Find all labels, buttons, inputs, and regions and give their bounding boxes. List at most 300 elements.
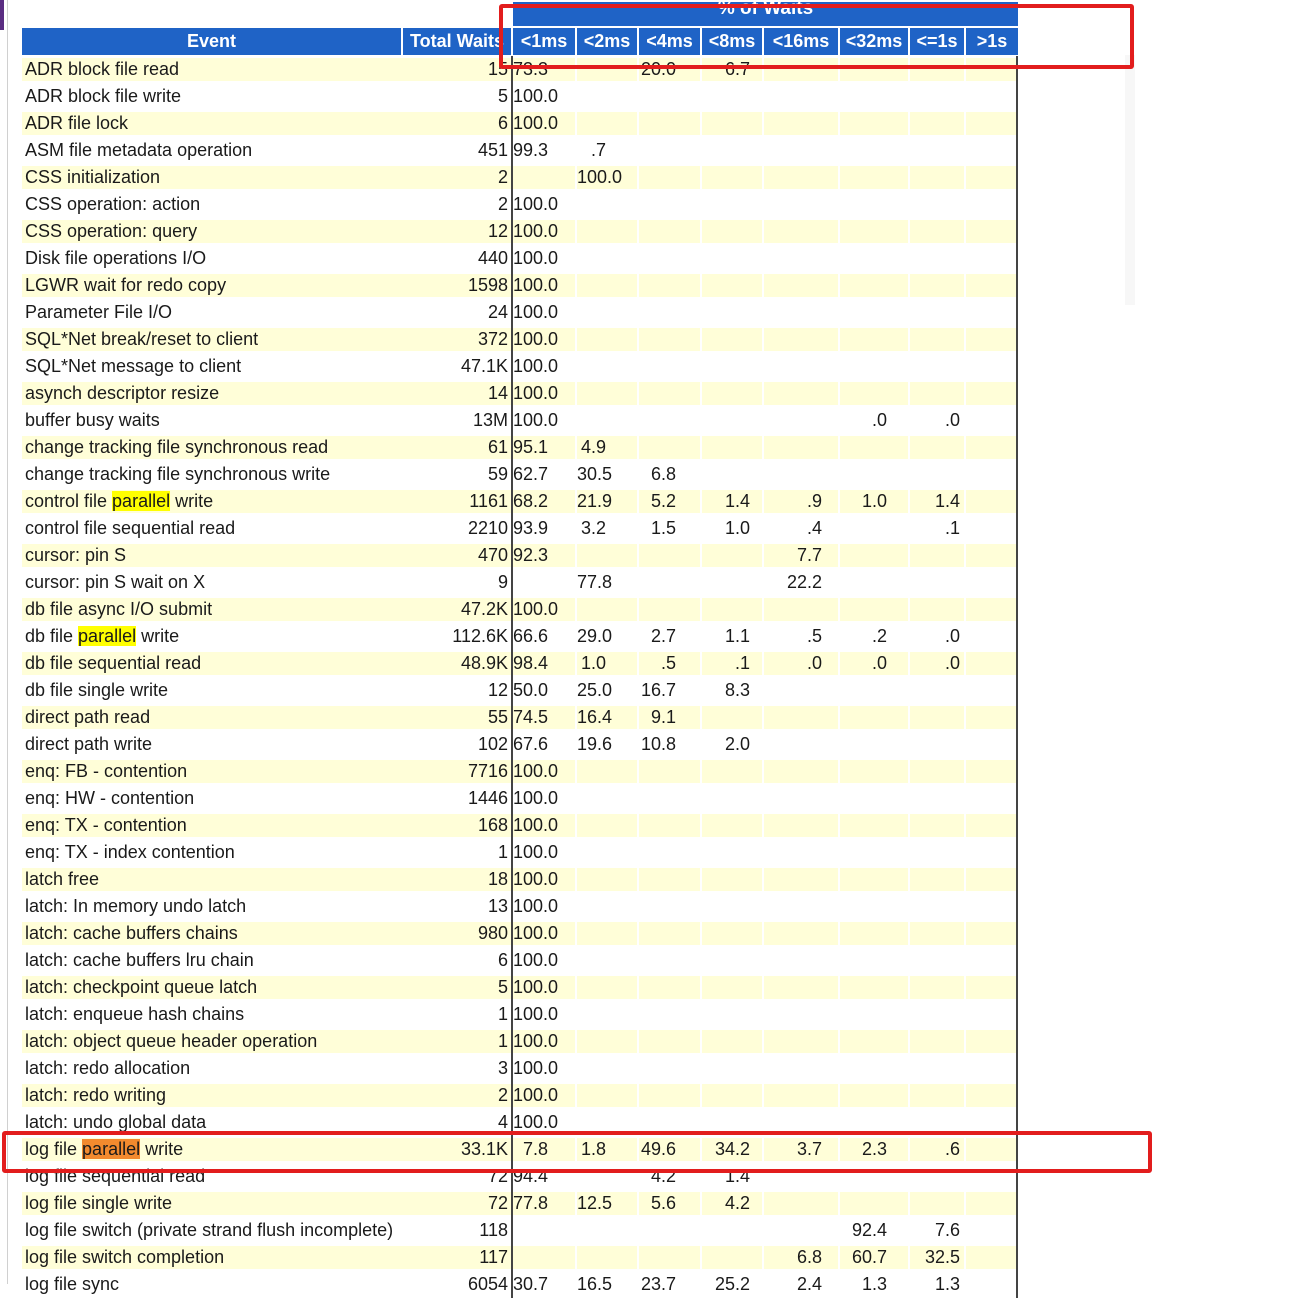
- percent-cell: [702, 598, 762, 621]
- column-divider: [1016, 1028, 1018, 1055]
- column-divider: [1016, 488, 1018, 515]
- percent-cell: [840, 949, 908, 972]
- percent-cell: [764, 1111, 838, 1134]
- event-name-cell: SQL*Net break/reset to client: [22, 328, 403, 351]
- total-waits-cell: 15: [403, 58, 511, 81]
- percent-cell: [910, 544, 964, 567]
- percent-cell: 100.0: [513, 220, 575, 243]
- percent-cell: [639, 1219, 700, 1242]
- percent-cell: [639, 355, 700, 378]
- percent-cell: [702, 274, 762, 297]
- percent-cell: [639, 787, 700, 810]
- percent-cell: [910, 1057, 964, 1080]
- percent-cell: 100.0: [513, 248, 559, 268]
- percent-cell: 100.0: [513, 598, 575, 621]
- percent-cell: [639, 220, 700, 243]
- event-name-cell: buffer busy waits: [25, 410, 160, 430]
- column-header-gt-1s[interactable]: >1s: [966, 28, 1018, 55]
- percent-cell: [840, 166, 908, 189]
- percent-cell: [577, 1057, 637, 1080]
- percent-cell: 34.2: [702, 1138, 762, 1161]
- column-divider: [1016, 1190, 1018, 1217]
- percent-cell: 16.7: [640, 680, 676, 700]
- percent-cell: [639, 328, 700, 351]
- percent-cell: 92.4: [851, 1220, 887, 1240]
- percent-cell: 5.6: [639, 1192, 700, 1215]
- percent-cell: [966, 463, 1018, 486]
- percent-cell: [764, 301, 838, 324]
- percent-cell: [840, 382, 908, 405]
- percent-cell: .0: [944, 410, 960, 430]
- event-name-cell: control file sequential read: [25, 518, 236, 538]
- percent-cell: 30.5: [577, 464, 613, 484]
- percent-cell: [639, 1003, 700, 1026]
- percent-cell: [764, 58, 838, 81]
- percent-cell: [910, 922, 964, 945]
- percent-cell: 77.8: [577, 572, 613, 592]
- percent-cell: 1.4: [702, 490, 762, 513]
- table-row: [22, 137, 1022, 164]
- percent-cell: [910, 193, 964, 216]
- table-row: [22, 542, 1022, 569]
- column-divider: [1016, 407, 1018, 434]
- total-waits-cell: 47.2K: [403, 598, 511, 621]
- percent-cell: 100.0: [513, 1058, 559, 1078]
- percent-cell: 100.0: [513, 1030, 575, 1053]
- table-row: [22, 1190, 1022, 1217]
- percent-cell: [639, 436, 700, 459]
- percent-cell: [966, 679, 1018, 702]
- wait-events-table-body: [22, 56, 1022, 1298]
- percent-cell: [577, 1003, 637, 1026]
- percent-cell: 77.8: [513, 1192, 575, 1215]
- percent-cell: [639, 139, 700, 162]
- column-divider: [1016, 110, 1018, 137]
- percent-cell: [966, 490, 1018, 513]
- percent-cell: [577, 1030, 637, 1053]
- column-divider: [1016, 353, 1018, 380]
- percent-cell: [702, 463, 762, 486]
- column-divider: [1016, 326, 1018, 353]
- percent-cell: .9: [764, 490, 838, 513]
- total-waits-cell: 55: [403, 706, 511, 729]
- total-waits-cell: 1598: [403, 274, 511, 297]
- column-header-lt-2ms[interactable]: <2ms: [577, 28, 637, 55]
- column-divider: [1016, 245, 1018, 272]
- column-header-lt-4ms[interactable]: <4ms: [639, 28, 700, 55]
- total-waits-cell: 5: [403, 976, 511, 999]
- percent-cell: [764, 328, 838, 351]
- percent-cell: [702, 220, 762, 243]
- event-name-cell: db file sequential read: [22, 652, 403, 675]
- percent-cell: 1.3: [934, 1274, 960, 1294]
- percent-cell: 7.7: [764, 544, 838, 567]
- total-waits-cell: 72: [403, 1192, 511, 1215]
- event-name-cell: db file single write: [25, 680, 169, 700]
- column-divider: [1016, 83, 1018, 110]
- percent-cell: [840, 355, 908, 378]
- event-name-cell: latch: undo global data: [25, 1112, 207, 1132]
- percent-cell: [639, 841, 700, 864]
- percent-cell: [840, 436, 908, 459]
- percent-cell: 9.1: [639, 706, 700, 729]
- event-name-cell: ASM file metadata operation: [25, 140, 253, 160]
- percent-cell: 16.4: [577, 706, 637, 729]
- table-row: [22, 56, 1022, 83]
- percent-cell: .1: [944, 518, 960, 538]
- column-divider: [1016, 704, 1018, 731]
- event-name-cell: db file async I/O submit: [22, 598, 403, 621]
- percent-cell: [639, 922, 700, 945]
- percent-cell: [764, 1165, 838, 1188]
- percent-cell: 1.0: [577, 652, 637, 675]
- percent-cell: [910, 1111, 964, 1134]
- percent-cell: 100.0: [513, 976, 575, 999]
- column-divider: [1016, 758, 1018, 785]
- total-waits-cell: 3: [497, 1058, 508, 1078]
- table-row: [22, 1163, 1022, 1190]
- percent-cell: [577, 868, 637, 891]
- percent-cell: [577, 544, 637, 567]
- percent-cell: 100.0: [513, 382, 575, 405]
- percent-of-waits-header: % of Waits: [513, 2, 1018, 26]
- table-row: [22, 272, 1022, 299]
- total-waits-cell: 1: [403, 1030, 511, 1053]
- event-name-cell: log file switch completion: [22, 1246, 403, 1269]
- total-waits-cell: 72: [487, 1166, 508, 1186]
- event-name-cell: log file single write: [22, 1192, 403, 1215]
- percent-cell: [966, 112, 1018, 135]
- percent-cell: [764, 409, 838, 432]
- percent-cell: [966, 193, 1018, 216]
- percent-cell: 25.2: [714, 1274, 750, 1294]
- percent-cell: [577, 58, 637, 81]
- event-name-cell: log file sync: [25, 1274, 120, 1294]
- table-row: [22, 623, 1022, 650]
- total-waits-cell: 2: [497, 194, 508, 214]
- percent-cell: [577, 247, 637, 270]
- percent-cell: 5.2: [639, 490, 700, 513]
- percent-cell: 10.8: [640, 734, 676, 754]
- percent-cell: [840, 598, 908, 621]
- event-name-cell: enq: TX - index contention: [25, 842, 235, 862]
- percent-cell: 25.0: [577, 680, 613, 700]
- percent-cell: [639, 1030, 700, 1053]
- column-header-total-waits[interactable]: Total Waits: [403, 28, 511, 55]
- percent-cell: [966, 787, 1018, 810]
- percent-cell: [910, 571, 964, 594]
- column-header-lt-16ms[interactable]: <16ms: [764, 28, 838, 55]
- total-waits-cell: 1: [497, 842, 508, 862]
- column-divider: [1016, 461, 1018, 488]
- percent-cell: [966, 895, 1018, 918]
- event-name-cell: Parameter File I/O: [25, 302, 173, 322]
- percent-cell: 100.0: [513, 1112, 559, 1132]
- column-header-lt-32ms[interactable]: <32ms: [840, 28, 908, 55]
- percent-cell: [577, 409, 637, 432]
- event-name-cell: latch: cache buffers chains: [22, 922, 403, 945]
- percent-cell: [513, 1219, 575, 1242]
- percent-cell: .5: [639, 652, 700, 675]
- total-waits-cell: 24: [487, 302, 508, 322]
- percent-cell: 22.2: [786, 572, 822, 592]
- percent-cell: [840, 193, 908, 216]
- percent-cell: [910, 220, 964, 243]
- percent-cell: 1.5: [650, 518, 676, 538]
- percent-cell: [966, 1030, 1018, 1053]
- percent-cell: [577, 274, 637, 297]
- percent-cell: [764, 247, 838, 270]
- table-row: [22, 704, 1022, 731]
- column-divider: [1016, 677, 1018, 704]
- table-row: [22, 1244, 1022, 1271]
- percent-cell: [840, 787, 908, 810]
- percent-cell: [764, 463, 838, 486]
- percent-cell: [639, 760, 700, 783]
- percent-cell: [702, 166, 762, 189]
- percent-cell: [702, 1003, 762, 1026]
- percent-cell: [910, 139, 964, 162]
- percent-cell: [966, 598, 1018, 621]
- table-row: [22, 1217, 1022, 1244]
- column-divider: [1016, 812, 1018, 839]
- percent-cell: [910, 976, 964, 999]
- percent-cell: [639, 1084, 700, 1107]
- percent-cell: [639, 1246, 700, 1269]
- percent-cell: [639, 274, 700, 297]
- table-row: [22, 1055, 1022, 1082]
- total-waits-cell: 12: [487, 680, 508, 700]
- percent-cell: [702, 922, 762, 945]
- percent-cell: [910, 166, 964, 189]
- column-divider: [1016, 866, 1018, 893]
- percent-cell: [840, 1165, 908, 1188]
- percent-cell: [764, 841, 838, 864]
- percent-cell: [966, 274, 1018, 297]
- search-highlight: parallel: [112, 491, 171, 511]
- total-waits-cell: 12: [403, 220, 511, 243]
- percent-cell: 100.0: [513, 86, 559, 106]
- event-name-cell: direct path write: [25, 734, 153, 754]
- percent-cell: 3.2: [580, 518, 606, 538]
- event-name-cell: ADR file lock: [22, 112, 403, 135]
- percent-cell: 19.6: [577, 734, 613, 754]
- event-name-cell: Disk file operations I/O: [25, 248, 207, 268]
- percent-cell: 50.0: [513, 680, 549, 700]
- column-header-event[interactable]: Event: [22, 28, 401, 55]
- percent-cell: [840, 463, 908, 486]
- percent-cell: [966, 382, 1018, 405]
- total-waits-cell: 47.1K: [460, 356, 508, 376]
- total-waits-cell: 6: [403, 112, 511, 135]
- total-waits-cell: 61: [403, 436, 511, 459]
- table-row: [22, 110, 1022, 137]
- percent-cell: [639, 1111, 700, 1134]
- percent-cell: [577, 193, 637, 216]
- event-name-cell: ADR block file read: [22, 58, 403, 81]
- column-divider: [1016, 785, 1018, 812]
- percent-cell: 4.9: [577, 436, 637, 459]
- percent-cell: [702, 544, 762, 567]
- percent-cell: [764, 1084, 838, 1107]
- percent-cell: [764, 760, 838, 783]
- percent-cell: [840, 301, 908, 324]
- percent-cell: [840, 922, 908, 945]
- event-name-cell: latch: object queue header operation: [22, 1030, 403, 1053]
- table-row: [22, 407, 1022, 434]
- table-row: [22, 1271, 1022, 1298]
- percent-cell: [910, 58, 964, 81]
- percent-cell: 1.1: [724, 626, 750, 646]
- percent-cell: 100.0: [513, 760, 575, 783]
- percent-cell: [577, 760, 637, 783]
- column-divider: [1016, 1001, 1018, 1028]
- percent-cell: [966, 436, 1018, 459]
- percent-cell: [764, 895, 838, 918]
- percent-cell: [966, 409, 1018, 432]
- percent-cell: 92.3: [513, 544, 575, 567]
- percent-cell: [702, 787, 762, 810]
- percent-cell: [764, 1057, 838, 1080]
- percent-cell: [910, 1030, 964, 1053]
- percent-cell: [910, 949, 964, 972]
- percent-cell: [764, 85, 838, 108]
- column-divider: [1016, 1136, 1018, 1163]
- event-name-cell: asynch descriptor resize: [22, 382, 403, 405]
- percent-cell: [966, 625, 1018, 648]
- event-name-cell: LGWR wait for redo copy: [22, 274, 403, 297]
- total-waits-cell: 440: [477, 248, 508, 268]
- column-header-le-1s[interactable]: <=1s: [910, 28, 964, 55]
- percent-cell: [966, 949, 1018, 972]
- percent-cell: 99.3: [513, 140, 549, 160]
- event-name-cell: latch: cache buffers lru chain: [25, 950, 254, 970]
- percent-cell: 1.0: [724, 518, 750, 538]
- column-divider: [1016, 380, 1018, 407]
- percent-cell: 30.7: [513, 1274, 549, 1294]
- event-name-cell: control file parallel write: [22, 490, 403, 513]
- percent-cell: [639, 976, 700, 999]
- table-row: [22, 1082, 1022, 1109]
- percent-cell: [577, 841, 637, 864]
- column-divider: [1016, 542, 1018, 569]
- percent-cell: [702, 706, 762, 729]
- percent-cell: [910, 814, 964, 837]
- column-divider: [1016, 1109, 1018, 1136]
- percent-cell: [702, 814, 762, 837]
- total-waits-cell: 1446: [467, 788, 508, 808]
- percent-cell: [639, 1057, 700, 1080]
- percent-cell: [966, 1219, 1018, 1242]
- table-row: [22, 1028, 1022, 1055]
- window-accent: [0, 0, 4, 30]
- percent-cell: [966, 220, 1018, 243]
- percent-cell: [966, 544, 1018, 567]
- percent-cell: 2.4: [796, 1274, 822, 1294]
- percent-cell: [764, 706, 838, 729]
- percent-cell: [577, 922, 637, 945]
- percent-cell: [910, 247, 964, 270]
- percent-cell: .0: [871, 410, 887, 430]
- percent-cell: [840, 517, 908, 540]
- percent-cell: .0: [764, 652, 838, 675]
- percent-cell: [966, 1246, 1018, 1269]
- percent-cell: [910, 760, 964, 783]
- percent-cell: [702, 247, 762, 270]
- percent-cell: 100.0: [577, 166, 637, 189]
- percent-cell: [764, 976, 838, 999]
- percent-cell: [639, 301, 700, 324]
- percent-cell: [577, 355, 637, 378]
- column-header-lt-8ms[interactable]: <8ms: [702, 28, 762, 55]
- column-divider: [1016, 218, 1018, 245]
- percent-cell: [910, 679, 964, 702]
- percent-cell: 100.0: [513, 1084, 575, 1107]
- percent-cell: [764, 436, 838, 459]
- table-header-row: [22, 28, 1022, 55]
- percent-cell: 3.7: [764, 1138, 838, 1161]
- percent-cell: [577, 382, 637, 405]
- table-row: [22, 839, 1022, 866]
- percent-cell: [702, 949, 762, 972]
- percent-cell: [577, 895, 637, 918]
- percent-cell: [639, 166, 700, 189]
- total-waits-cell: 980: [403, 922, 511, 945]
- column-divider: [1016, 137, 1018, 164]
- percent-cell: 100.0: [513, 842, 559, 862]
- percent-cell: [577, 112, 637, 135]
- total-waits-cell: 102: [477, 734, 508, 754]
- percent-cell: [966, 1165, 1018, 1188]
- percent-cell: [910, 112, 964, 135]
- percent-cell: 12.5: [577, 1192, 637, 1215]
- percent-cell: [840, 571, 908, 594]
- percent-cell: 100.0: [513, 814, 575, 837]
- table-row: [22, 1109, 1022, 1136]
- table-row: [22, 650, 1022, 677]
- percent-cell: 6.8: [650, 464, 676, 484]
- total-waits-cell: 33.1K: [403, 1138, 511, 1161]
- total-waits-cell: 372: [403, 328, 511, 351]
- percent-cell: [702, 571, 762, 594]
- percent-cell: 1.8: [577, 1138, 637, 1161]
- percent-cell: [840, 85, 908, 108]
- percent-cell: [840, 841, 908, 864]
- percent-cell: 21.9: [577, 490, 637, 513]
- event-name-cell: direct path read: [22, 706, 403, 729]
- percent-cell: [910, 841, 964, 864]
- percent-cell: [639, 112, 700, 135]
- event-name-cell: change tracking file synchronous write: [25, 464, 331, 484]
- event-name-cell: enq: FB - contention: [22, 760, 403, 783]
- percent-cell: 32.5: [910, 1246, 964, 1269]
- percent-cell: [910, 787, 964, 810]
- percent-cell: [577, 976, 637, 999]
- percent-cell: [966, 706, 1018, 729]
- percent-cell: [966, 976, 1018, 999]
- percent-cell: [910, 598, 964, 621]
- percent-cell: [840, 247, 908, 270]
- percent-cell: 100.0: [513, 356, 559, 376]
- percent-cell: .7: [590, 140, 606, 160]
- percent-cell: [764, 112, 838, 135]
- total-waits-cell: 117: [403, 1246, 511, 1269]
- percent-cell: 74.5: [513, 706, 575, 729]
- column-header-lt-1ms[interactable]: <1ms: [513, 28, 575, 55]
- percent-cell: [764, 814, 838, 837]
- percent-cell: [702, 112, 762, 135]
- column-divider: [1016, 1217, 1018, 1244]
